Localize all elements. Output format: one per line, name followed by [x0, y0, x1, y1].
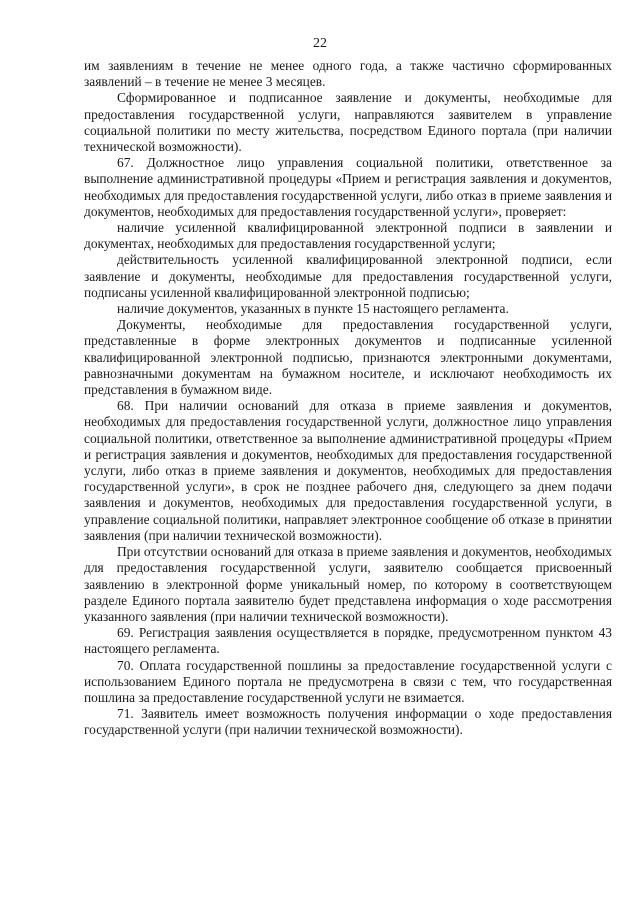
- paragraph-67-check-signature: наличие усиленной квалифицированной электронной подписи в заявлении и документах, необходимых для предоставления государственной услуги;: [84, 220, 612, 252]
- paragraph-70: 70. Оплата государственной пошлины за предоставление государственной услуги с использованием Единого портала не предусмотрена в связи с тем, что государственная пошлина за предоставление государственной услуги не взимается.: [84, 657, 612, 705]
- paragraph-69: 69. Регистрация заявления осуществляется в порядке, предусмотренном пунктом 43 настоящего регламента.: [84, 625, 612, 657]
- paragraph-67: 67. Должностное лицо управления социальной политики, ответственное за выполнение административной процедуры «Прием и регистрация заявления и документов, необходимых для предоставления государственной услуги, либо отказ в приеме заявления и документов, необходимых для предоставления государственной услуги», проверяет:: [84, 155, 612, 219]
- paragraph-continuation: им заявлениям в течение не менее одного года, а также частично сформированных заявлений – в течение не менее 3 месяцев.: [84, 58, 612, 90]
- paragraph-electronic-documents: Документы, необходимые для предоставления государственной услуги, представленные в форме электронных документов и подписанные усиленной квалифицированной электронной подписью, признаются электронными документами, равнозначными документам на бумажном носителе, и исключают необходимость их представления в бумажном виде.: [84, 317, 612, 398]
- paragraph-67-check-documents: наличие документов, указанных в пункте 15 настоящего регламента.: [117, 301, 509, 317]
- paragraph-68: 68. При наличии оснований для отказа в приеме заявления и документов, необходимых для предоставления государственной услуги, должностное лицо управления социальной политики, ответственное за выполнение административной процедуры «Прием и регистрация заявления и документов, необходимых для предоставления государственной услуги, либо отказ в приеме заявления и документов, необходимых для предоставления государственной услуги», в срок не позднее рабочего дня, следующего за днем подачи заявления и документов, необходимых для предоставления государственной услуги, в управление социальной политики, направляет электронное сообщение об отказе в принятии заявления (при наличии технической возможности).: [84, 398, 612, 543]
- paragraph-71: 71. Заявитель имеет возможность получения информации о ходе предоставления государственной услуги (при наличии технической возможности).: [84, 706, 612, 738]
- paragraph-submission: Сформированное и подписанное заявление и документы, необходимые для предоставления государственной услуги, направляются заявителем в управление социальной политики по месту жительства, посредством Единого портала (при наличии технической возможности).: [84, 90, 612, 155]
- paragraph-67-check-validity: действительность усиленной квалифицированной электронной подписи, если заявление и документы, необходимые для предоставления государственной услуги, подписаны усиленной квалифицированной электронной подписью;: [84, 252, 612, 300]
- page-number: 22: [313, 36, 327, 51]
- paragraph-68-no-grounds: При отсутствии оснований для отказа в приеме заявления и документов, необходимых для предоставления государственной услуги, заявителю сообщается присвоенный заявлению в электронной форме уникальный номер, по которому в соответствующем разделе Единого портала заявителю будет представлена информация о ходе рассмотрения указанного заявления (при наличии технической возможности).: [84, 544, 612, 624]
- document-body: [84, 58, 612, 739]
